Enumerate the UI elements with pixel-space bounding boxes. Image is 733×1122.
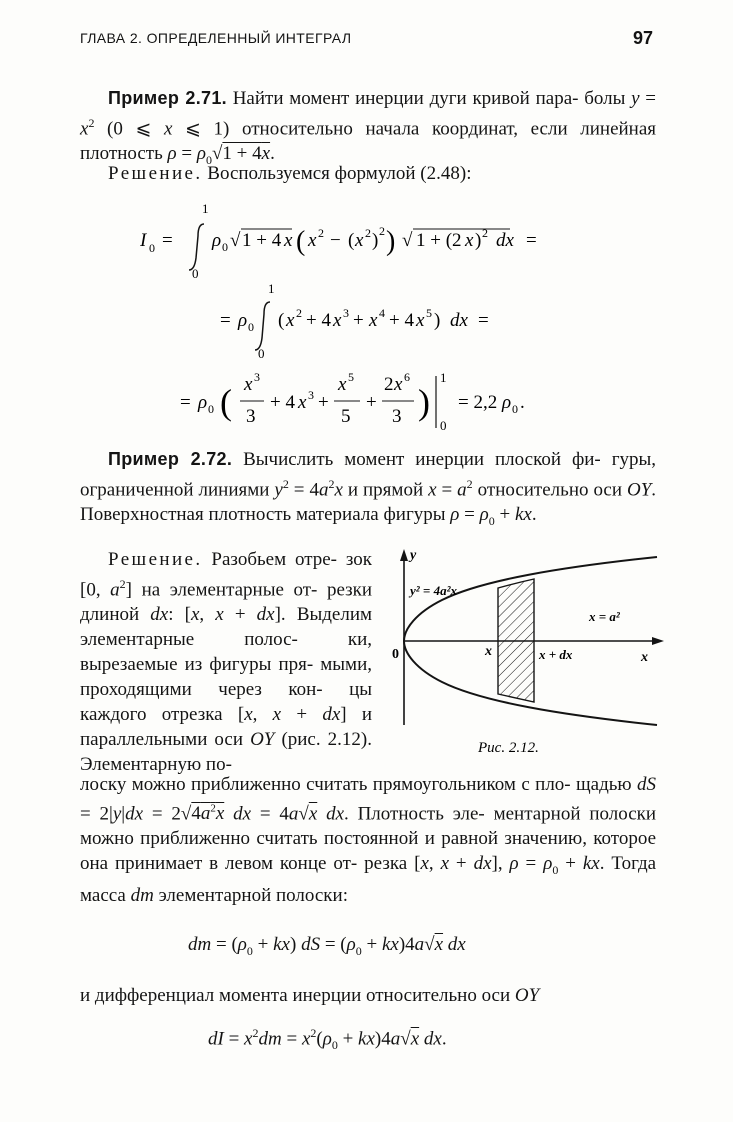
svg-text:0: 0	[208, 402, 214, 416]
svg-text:0: 0	[222, 240, 228, 254]
svg-text:(: (	[278, 310, 285, 331]
svg-text:x: x	[465, 230, 474, 251]
svg-text:x: x	[355, 230, 364, 251]
svg-text:x: x	[369, 310, 378, 331]
svg-text:2: 2	[384, 374, 394, 395]
svg-text:x: x	[244, 374, 253, 395]
example-271-title: Пример 2.71.	[108, 88, 227, 108]
svg-text:=: =	[478, 310, 489, 331]
svg-text:=: =	[526, 230, 537, 251]
svg-text:5: 5	[348, 370, 354, 384]
example-272-title: Пример 2.72.	[108, 449, 233, 469]
integral-formula-block	[140, 196, 610, 436]
svg-text:(: (	[296, 226, 306, 257]
svg-text:): )	[386, 226, 396, 257]
formula-dm: dm = $(\rho_0 + kx)$ dS = $(\rho_0 + kx)4a√x$ dx	[188, 934, 466, 958]
svg-text:1: 1	[268, 281, 275, 296]
svg-text:): )	[475, 230, 482, 251]
differential-moment-text: и дифференциал момента инерции относительно оси OY	[80, 985, 540, 1006]
svg-text:ρ: ρ	[198, 392, 208, 413]
svg-text:3: 3	[343, 306, 349, 320]
running-header	[80, 28, 653, 50]
svg-text:x: x	[394, 374, 403, 395]
hatched-strip	[498, 579, 534, 702]
svg-text:√: √	[230, 230, 241, 251]
svg-text:2: 2	[318, 226, 324, 240]
example-272-solution-continued: лоску можно приближенно считать прямоугольником с пло- щадью dS = $2|y|dx = 2√4a^2x$ dx = 4a√x dx. Плотность эле- ментарной полоски можно приближенно считать постоянной и равной значению, которое она принимает в левом конце от- резка [x, x + dx], $\rho = \rho_0$ + kx. Тогда масса dm элементарной полоски:	[80, 774, 657, 907]
svg-text:5: 5	[426, 306, 432, 320]
svg-text:dx: dx	[496, 230, 514, 251]
svg-text:+: +	[318, 392, 329, 413]
svg-text:ρ: ρ	[238, 310, 248, 331]
formula-di: dI = $x^2dm = x^2(\rho_0 + kx)4a√x$ dx.	[208, 1026, 447, 1053]
svg-text:= 2,2: = 2,2	[458, 392, 498, 413]
svg-text:I: I	[140, 230, 147, 251]
svg-text:3: 3	[392, 406, 402, 427]
svg-text:+ 4: + 4	[389, 310, 414, 331]
label-x-right: x + dx	[539, 647, 573, 662]
svg-text:x: x	[286, 310, 295, 331]
svg-text:2: 2	[296, 306, 302, 320]
svg-text:4: 4	[379, 306, 385, 320]
svg-text:x: x	[298, 392, 307, 413]
example-271-solution-intro: Решение. Воспользуемся формулой (2.48):	[108, 163, 472, 184]
svg-text:(: (	[348, 230, 355, 251]
label-y: y	[410, 548, 417, 563]
svg-text:=: =	[162, 230, 173, 251]
y-axis-arrow	[400, 549, 408, 561]
svg-text:=: =	[180, 392, 191, 413]
svg-text:6: 6	[404, 370, 410, 384]
figure-2-12	[392, 545, 666, 760]
svg-text:x: x	[308, 230, 317, 251]
svg-text:0: 0	[440, 418, 447, 433]
svg-text:3: 3	[254, 370, 260, 384]
svg-text:ρ: ρ	[502, 392, 512, 413]
svg-text:1 + (2: 1 + (2	[416, 230, 462, 251]
svg-text:dx: dx	[450, 310, 468, 331]
svg-text:+ 4: + 4	[270, 392, 295, 413]
example-271-statement: Пример 2.71. Найти момент инерции дуги кривой пара- болы $y = x^2$ (0 ⩽ x ⩽ 1) относительно начала координат, если линейная плотность $\rho = \rho_0√1 + 4x$.	[80, 88, 657, 168]
svg-text:√: √	[402, 230, 413, 251]
svg-text:x: x	[333, 310, 342, 331]
svg-text:2: 2	[365, 226, 371, 240]
svg-text:x: x	[338, 374, 347, 395]
svg-text:2: 2	[379, 224, 385, 238]
figure-caption: Рис. 2.12.	[478, 740, 539, 756]
svg-text:0: 0	[258, 346, 265, 361]
svg-text:1: 1	[440, 370, 447, 385]
svg-text:=: =	[220, 310, 231, 331]
svg-text:): )	[372, 230, 379, 251]
svg-text:+ 4: + 4	[306, 310, 331, 331]
svg-text:0: 0	[512, 402, 518, 416]
svg-text:3: 3	[308, 388, 314, 402]
svg-text:−: −	[330, 230, 341, 251]
label-x-axis: x	[641, 650, 648, 665]
label-origin: 0	[392, 647, 399, 662]
svg-text:5: 5	[341, 406, 351, 427]
chapter-title: ГЛАВА 2. ОПРЕДЕЛЕННЫЙ ИНТЕГРАЛ	[80, 30, 352, 46]
svg-text:1 + 4: 1 + 4	[242, 230, 282, 251]
svg-text:+: +	[366, 392, 377, 413]
label-x-left: x	[485, 644, 492, 659]
svg-text:): )	[434, 310, 441, 331]
svg-text:0: 0	[192, 266, 199, 281]
svg-text:(: (	[220, 382, 232, 422]
svg-text:2: 2	[482, 226, 488, 240]
svg-text:): )	[418, 382, 430, 422]
page-number: 97	[632, 28, 653, 48]
example-272-statement: Пример 2.72. Вычислить момент инерции плоской фи- гуры, ограниченной линиями $y^2 = 4a^2x$ и прямой $x = a^2$ относительно оси OY. Поверхностная плотность материала фигуры $\rho = \rho_0$ + kx.	[80, 449, 657, 529]
parabola-diagram	[392, 545, 666, 760]
example-272-solution-column: Решение. Разобьем отре- зок [0, $a^2$] на элементарные от- резки длиной dx: [x, x + dx]. Выделим элементарные полос- ки, вырезаемые из фигуры пря- мыми, проходящими через кон- цы каждого отрезка [x, x + dx] и параллельными оси OY (рис. 2.12). Элементарную по-	[80, 549, 373, 776]
svg-text:3: 3	[246, 406, 256, 427]
label-line: x = a²	[589, 609, 620, 624]
label-curve: y² = 4a²x	[410, 583, 457, 598]
svg-text:0: 0	[248, 320, 254, 334]
svg-text:1: 1	[202, 201, 209, 216]
svg-text:x: x	[416, 310, 425, 331]
x-axis-arrow	[652, 637, 664, 645]
svg-text:.: .	[520, 392, 525, 413]
svg-text:0: 0	[149, 241, 155, 255]
svg-text:+: +	[353, 310, 364, 331]
svg-text:x: x	[284, 230, 293, 251]
svg-text:ρ: ρ	[212, 230, 222, 251]
